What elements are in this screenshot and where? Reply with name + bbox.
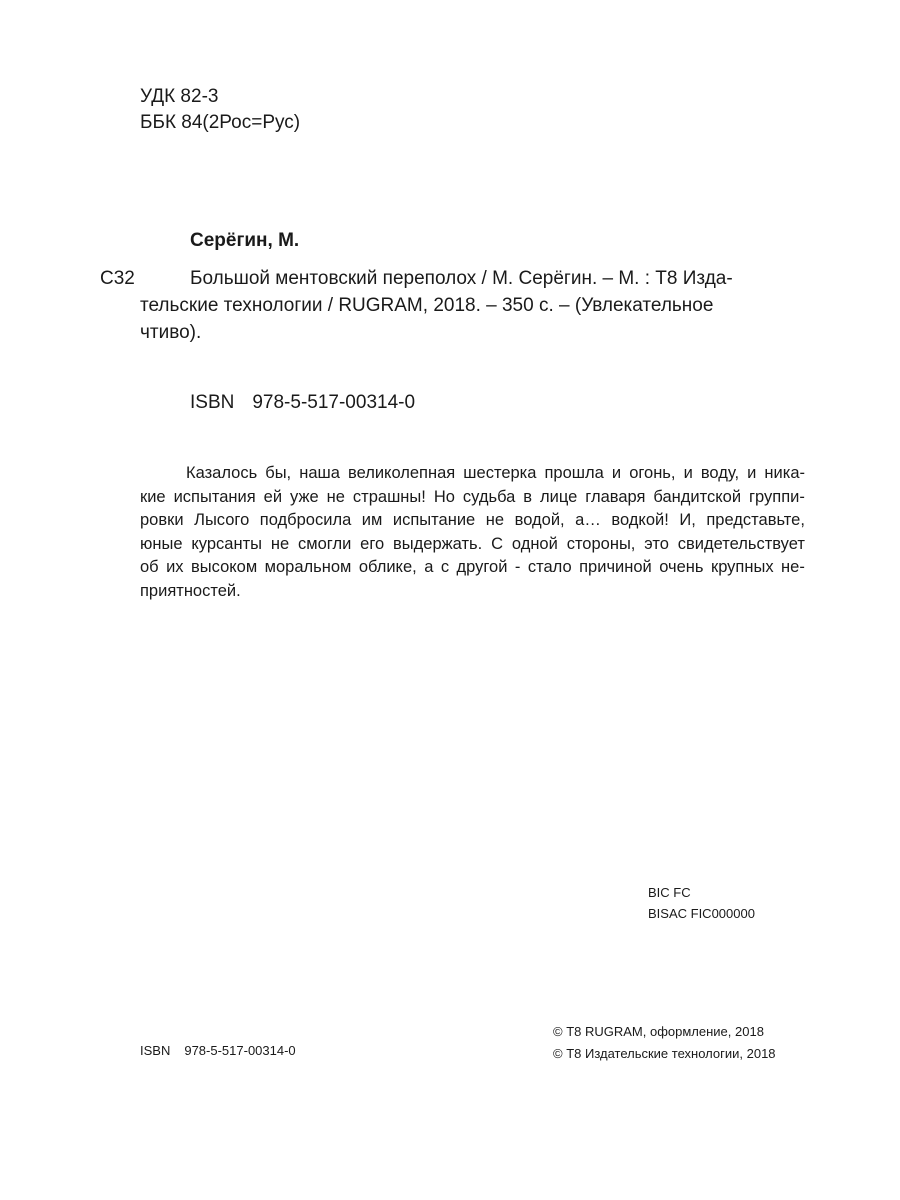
isbn-number: 978-5-517-00314-0 (252, 392, 416, 413)
bbk-code: ББК 84(2Рос=Рус) (140, 112, 301, 133)
copyright-line: © Т8 RUGRAM, оформление, 2018 (553, 1024, 764, 1039)
bisac-code: BISAC FIC000000 (648, 906, 755, 921)
author-code: С32 (100, 268, 135, 289)
isbn-label: ISBN (190, 392, 235, 413)
annotation-line: приятностей. (140, 581, 241, 600)
biblio-line: тельские технологии / RUGRAM, 2018. – 350 с. – (Увлекательное (140, 295, 714, 316)
bic-code: BIC FC (648, 885, 691, 900)
biblio-line: Большой ментовский переполох / М. Серёгин. – М. : Т8 Изда- (190, 268, 733, 289)
copyright-line: © Т8 Издательские технологии, 2018 (553, 1046, 776, 1061)
author-name: Серёгин, М. (190, 230, 300, 251)
annotation-line: об их высоком моральном облике, а с другой - стало причиной очень крупных не- (140, 558, 805, 576)
annotation-line: ровки Лысого подбросила им испытание не водой, а… водкой! И, представьте, (140, 511, 805, 529)
footer-isbn (140, 1043, 296, 1058)
copyright-block (553, 1021, 776, 1065)
subject-classification (648, 882, 755, 924)
classification-codes (140, 84, 300, 136)
bibliographic-description (140, 265, 780, 346)
biblio-line: чтиво). (140, 322, 202, 343)
annotation-line: Казалось бы, наша великолепная шестерка прошла и огонь, и воду, и ника- (186, 464, 805, 482)
annotation (140, 462, 805, 603)
annotation-line: юные курсанты не смогли его выдержать. С одной стороны, это свидетельствует (140, 534, 805, 553)
udk-code: УДК 82-3 (140, 86, 219, 107)
footer-isbn-label: ISBN (140, 1043, 171, 1058)
isbn-main (190, 392, 415, 414)
footer-isbn-number: 978-5-517-00314-0 (184, 1043, 296, 1058)
annotation-line: кие испытания ей уже не страшны! Но судьба в лице главаря бандитской группи- (140, 487, 805, 506)
